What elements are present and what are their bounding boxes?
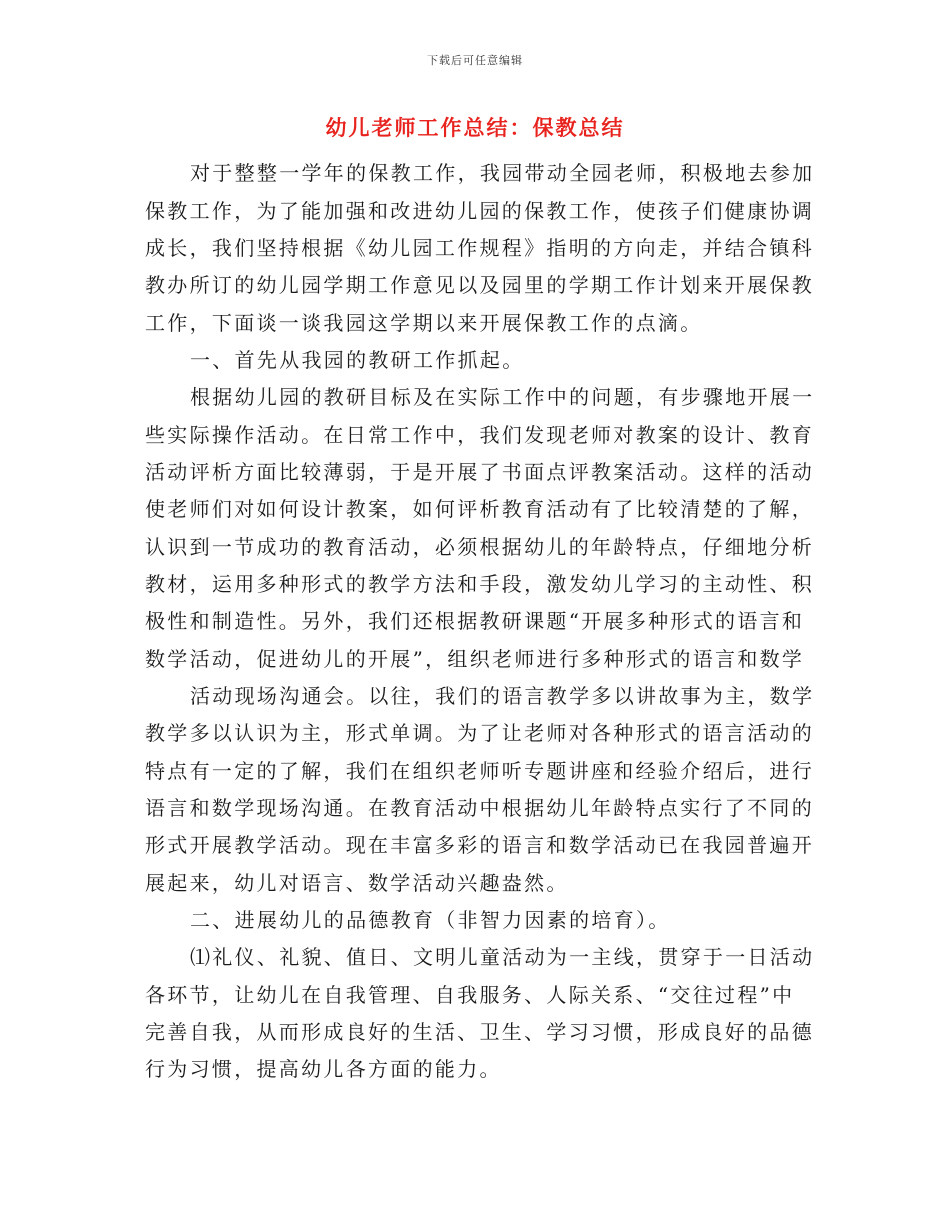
text-line: 教学多以认识为主，形式单调。为了让老师对各种形式的语言活动的 — [145, 721, 814, 745]
text-line: 工作，下面谈一谈我园这学期以来开展保教工作的点滴。 — [145, 311, 703, 335]
text-line: 使老师们对如何设计教案，如何评析教育活动有了比较清楚的了解， — [145, 497, 814, 521]
section-heading: 二、进展幼儿的品德教育（非智力因素的培育）。 — [190, 908, 671, 932]
text-line: 对于整整一学年的保教工作，我园带动全园老师，积极地去参加 — [190, 161, 815, 185]
section-heading: 一、首先从我园的教研工作抓起。 — [190, 348, 525, 372]
text-line: 活动现场沟通会。以往，我们的语言教学多以讲故事为主，数学 — [190, 684, 815, 708]
text-line: ⑴礼仪、礼貌、值日、文明儿童活动为一主线，贯穿于一日活动 — [190, 945, 815, 969]
text-line: 教办所订的幼儿园学期工作意见以及园里的学期工作计划来开展保教 — [145, 273, 814, 297]
page-header-note: 下载后可任意编辑 — [427, 54, 523, 67]
text-line: 成长，我们坚持根据《幼儿园工作规程》指明的方向走，并结合镇科 — [145, 236, 814, 260]
text-line: 教材，运用多种形式的教学方法和手段，激发幼儿学习的主动性、积 — [145, 572, 814, 596]
document-title: 幼儿老师工作总结：保教总结 — [325, 115, 625, 140]
text-line: 完善自我，从而形成良好的生活、卫生、学习习惯，形成良好的品德 — [145, 1020, 814, 1044]
text-line: 语言和数学现场沟通。在教育活动中根据幼儿年龄特点实行了不同的 — [145, 796, 814, 820]
text-line: 极性和制造性。另外，我们还根据教研课题“开展多种形式的语言和 — [145, 609, 805, 633]
text-line: 保教工作，为了能加强和改进幼儿园的保教工作，使孩子们健康协调 — [145, 199, 814, 223]
text-line: 认识到一节成功的教育活动，必须根据幼儿的年龄特点，仔细地分析 — [145, 535, 814, 559]
text-line: 些实际操作活动。在日常工作中，我们发现老师对教案的设计、教育 — [145, 423, 814, 447]
text-line: 数学活动，促进幼儿的开展”，组织老师进行多种形式的语言和数学 — [145, 647, 805, 671]
text-line: 活动评析方面比较薄弱，于是开展了书面点评教案活动。这样的活动 — [145, 460, 814, 484]
text-line: 行为习惯，提高幼儿各方面的能力。 — [145, 1057, 502, 1081]
text-line: 根据幼儿园的教研目标及在实际工作中的问题，有步骤地开展一 — [190, 385, 815, 409]
text-line: 形式开展教学活动。现在丰富多彩的语言和数学活动已在我园普遍开 — [145, 833, 814, 857]
text-line: 特点有一定的了解，我们在组织老师听专题讲座和经验介绍后，进行 — [145, 759, 814, 783]
text-line: 展起来，幼儿对语言、数学活动兴趣盎然。 — [145, 871, 569, 895]
text-line: 各环节，让幼儿在自我管理、自我服务、人际关系、“交往过程”中 — [145, 983, 795, 1007]
